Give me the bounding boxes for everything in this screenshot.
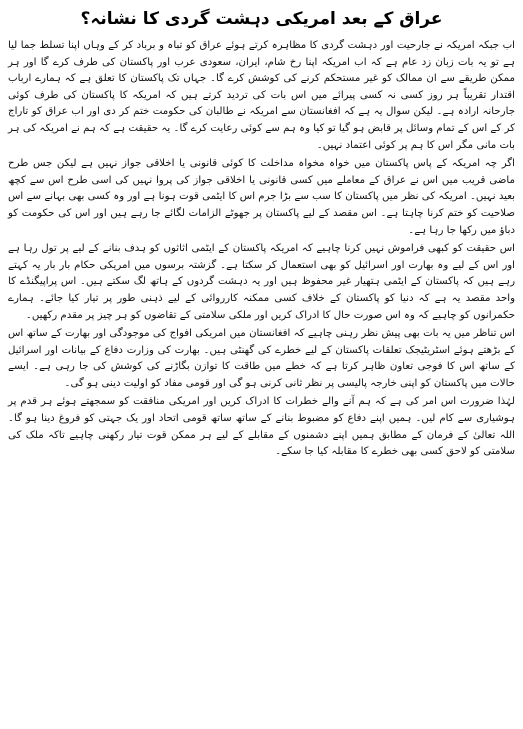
article-paragraph-5: لہٰذا ضرورت اس امر کی ہے کہ ہم آنے والے خطرات کا ادراک کریں اور امریکی منافقت کو سمجھتے ہوئے ہر قدم پر ہوشیاری سے کام لیں۔ ہمیں اپنے دفاع کو مضبوط بنانے کے ساتھ ساتھ قومی اتحاد اور یک جہتی کو فروغ دینا ہو گا۔ اللہ تعالیٰ کے فرمان کے مطابق ہمیں اپنے دشمنوں کے مقابلے کے لیے ہر ممکن قوت تیار رکھنی چاہیے تاکہ ملک کی سلامتی کو لاحق کسی بھی خطرے کا مقابلہ کیا جا سکے۔ — [8, 396, 515, 458]
article-paragraph-3: اس حقیقت کو کبھی فراموش نہیں کرنا چاہیے کہ امریکہ پاکستان کے ایٹمی اثاثوں کو ہدف بنانے کے لیے پر تول رہا ہے اور اس کے لیے وہ بھارت اور اسرائیل کو بھی استعمال کر سکتا ہے۔ گزشتہ برسوں میں امریکی حکام بار بار یہ کہتے رہے ہیں کہ پاکستان کے ایٹمی ہتھیار غیر محفوظ ہیں اور یہ دہشت گردوں کے ہاتھ لگ سکتے ہیں۔ اس پراپیگنڈے کا واحد مقصد یہ ہے کہ دنیا کو پاکستان کے خلاف کسی ممکنہ کارروائی کے لیے ذہنی طور پر تیار کیا جائے۔ ہمارے حکمرانوں کو چاہیے کہ وہ اس صورت حال کا ادراک کریں اور ملکی سلامتی کے تقاضوں کو ہر چیز پر مقدم رکھیں۔ — [8, 243, 515, 321]
article-paragraph-4: اس تناظر میں یہ بات بھی پیش نظر رہنی چاہیے کہ افغانستان میں امریکی افواج کی موجودگی اور بھارت کے ساتھ اس کے بڑھتے ہوئے اسٹریٹیجک تعلقات پاکستان کے لیے خطرے کی گھنٹی ہیں۔ بھارت کی وزارت دفاع کے بیانات اور اسرائیل کے ساتھ اس کا فوجی تعاون ظاہر کرتا ہے کہ خطے میں طاقت کا توازن بگاڑنے کی کوشش کی جا رہی ہے۔ ایسے حالات میں پاکستان کو اپنی خارجہ پالیسی پر نظر ثانی کرنی ہو گی اور قومی مفاد کو اولیت دینی ہو گی۔ — [8, 328, 515, 389]
article-paragraph-2: اگر چہ امریکہ کے پاس پاکستان میں خواہ مخواہ مداخلت کا کوئی قانونی یا اخلاقی جواز نہیں ہے لیکن جس طرح ماضی قریب میں اس نے عراق کے معاملے میں کسی قانونی یا اخلاقی جواز کی پروا نہیں کی اسی طرح اس سے کچھ بعید نہیں۔ امریکہ کی نظر میں پاکستان کا سب سے بڑا جرم اس کا ایٹمی قوت ہونا ہے اور وہ کسی بھی بہانے سے اس صلاحیت کو ختم کرنا چاہتا ہے۔ اس مقصد کے لیے پاکستان پر جھوٹے الزامات لگائے جا رہے ہیں اور اس کی حکومت کو دباؤ میں رکھا جا رہا ہے۔ — [8, 158, 515, 236]
article-headline: عراق کے بعد امریکی دہشت گردی کا نشانہ؟ — [80, 9, 443, 29]
article-body — [8, 38, 515, 461]
article-paragraph-1: اب جبکہ امریکہ نے جارحیت اور دہشت گردی کا مظاہرہ کرتے ہوئے عراق کو تباہ و برباد کر کے وہاں اپنا تسلط جما لیا ہے تو یہ بات زبان زد عام ہے کہ اب امریکہ اپنا رخ شام، ایران، سعودی عرب اور پاکستان کی طرف کرے گا اور ہر ممکن طریقے سے ان ممالک کو غیر مستحکم کرنے کی کوشش کرے گا۔ جہاں تک پاکستان کا تعلق ہے کہ ہمارے ارباب اقتدار تقریباً ہر روز کسی نہ کسی پیرائے میں اس بات کی تردید کرتے ہیں کہ امریکہ کا پاکستان کی طرف کوئی جارحانہ ارادہ ہے۔ لیکن سوال یہ ہے کہ افغانستان سے امریکہ نے طالبان کی حکومت ختم کر دی اور اب عراق کو تاراج کر کے اس کے تمام وسائل پر قابض ہو گیا تو کیا وہ ہم سے کوئی رعایت کرے گا۔ یہ حقیقت ہے کہ ہم نے امریکہ کی ہر بات مانی مگر اس کا ہم پر کوئی اعتماد نہیں۔ — [8, 40, 515, 151]
